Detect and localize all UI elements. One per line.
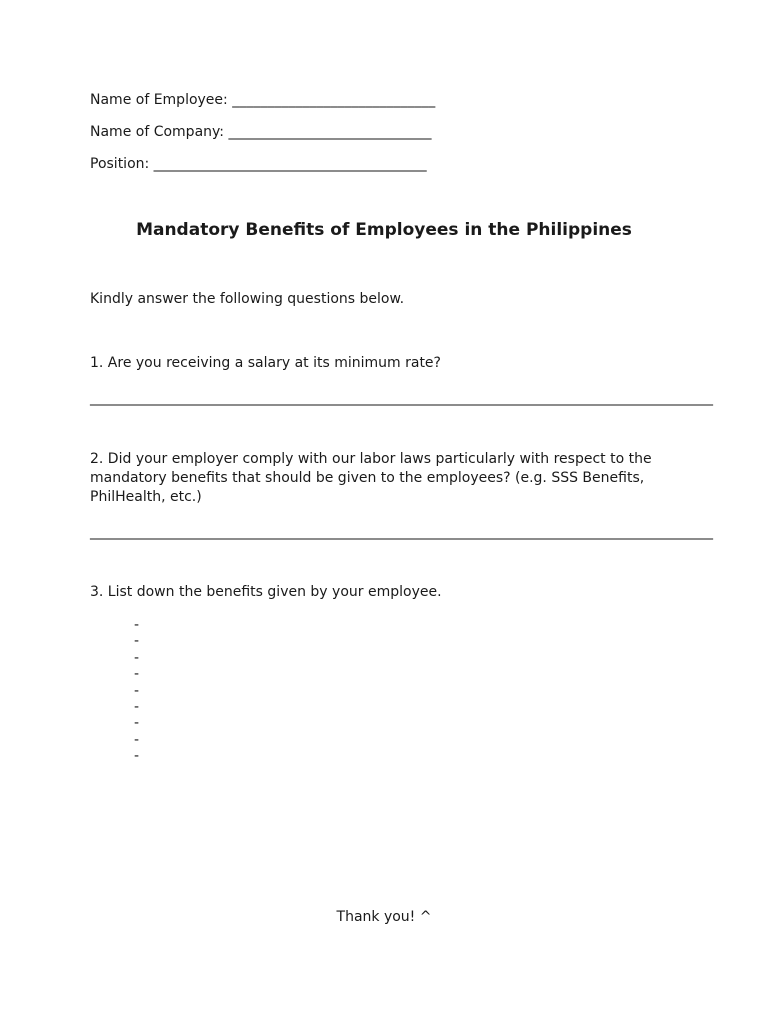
- benefit-list: [134, 617, 139, 765]
- list-item: -: [134, 666, 140, 683]
- company-name-field: Name of Company: _____________________________: [90, 124, 432, 140]
- list-item: -: [134, 698, 140, 715]
- page-title: Mandatory Benefits of Employees in the Philippines: [136, 220, 632, 240]
- instruction-text: Kindly answer the following questions below.: [90, 291, 405, 307]
- list-item: -: [134, 731, 140, 748]
- list-item: -: [134, 682, 140, 699]
- question-1-answer-line: _________________________________________________________________________________________: [90, 390, 713, 406]
- question-3-text: 3. List down the benefits given by your employee.: [90, 584, 442, 600]
- question-1-text: 1. Are you receiving a salary at its minimum rate?: [90, 355, 441, 371]
- question-2-text: 2. Did your employer comply with our labor laws particularly with respect to the mandatory benefits that should be given to the employees? (e.g. SSS Benefits, PhilHealth, etc.): [90, 451, 652, 505]
- list-item: -: [134, 748, 140, 765]
- closing-text: Thank you! ^: [336, 909, 432, 925]
- question-2-answer-line: _________________________________________________________________________________________: [90, 524, 713, 540]
- list-item: -: [134, 633, 140, 650]
- list-item: -: [134, 715, 140, 732]
- employee-name-field: Name of Employee: _____________________________: [90, 92, 436, 108]
- position-field: Position: _______________________________________: [90, 156, 427, 172]
- list-item: -: [134, 617, 140, 633]
- list-item: -: [134, 649, 140, 666]
